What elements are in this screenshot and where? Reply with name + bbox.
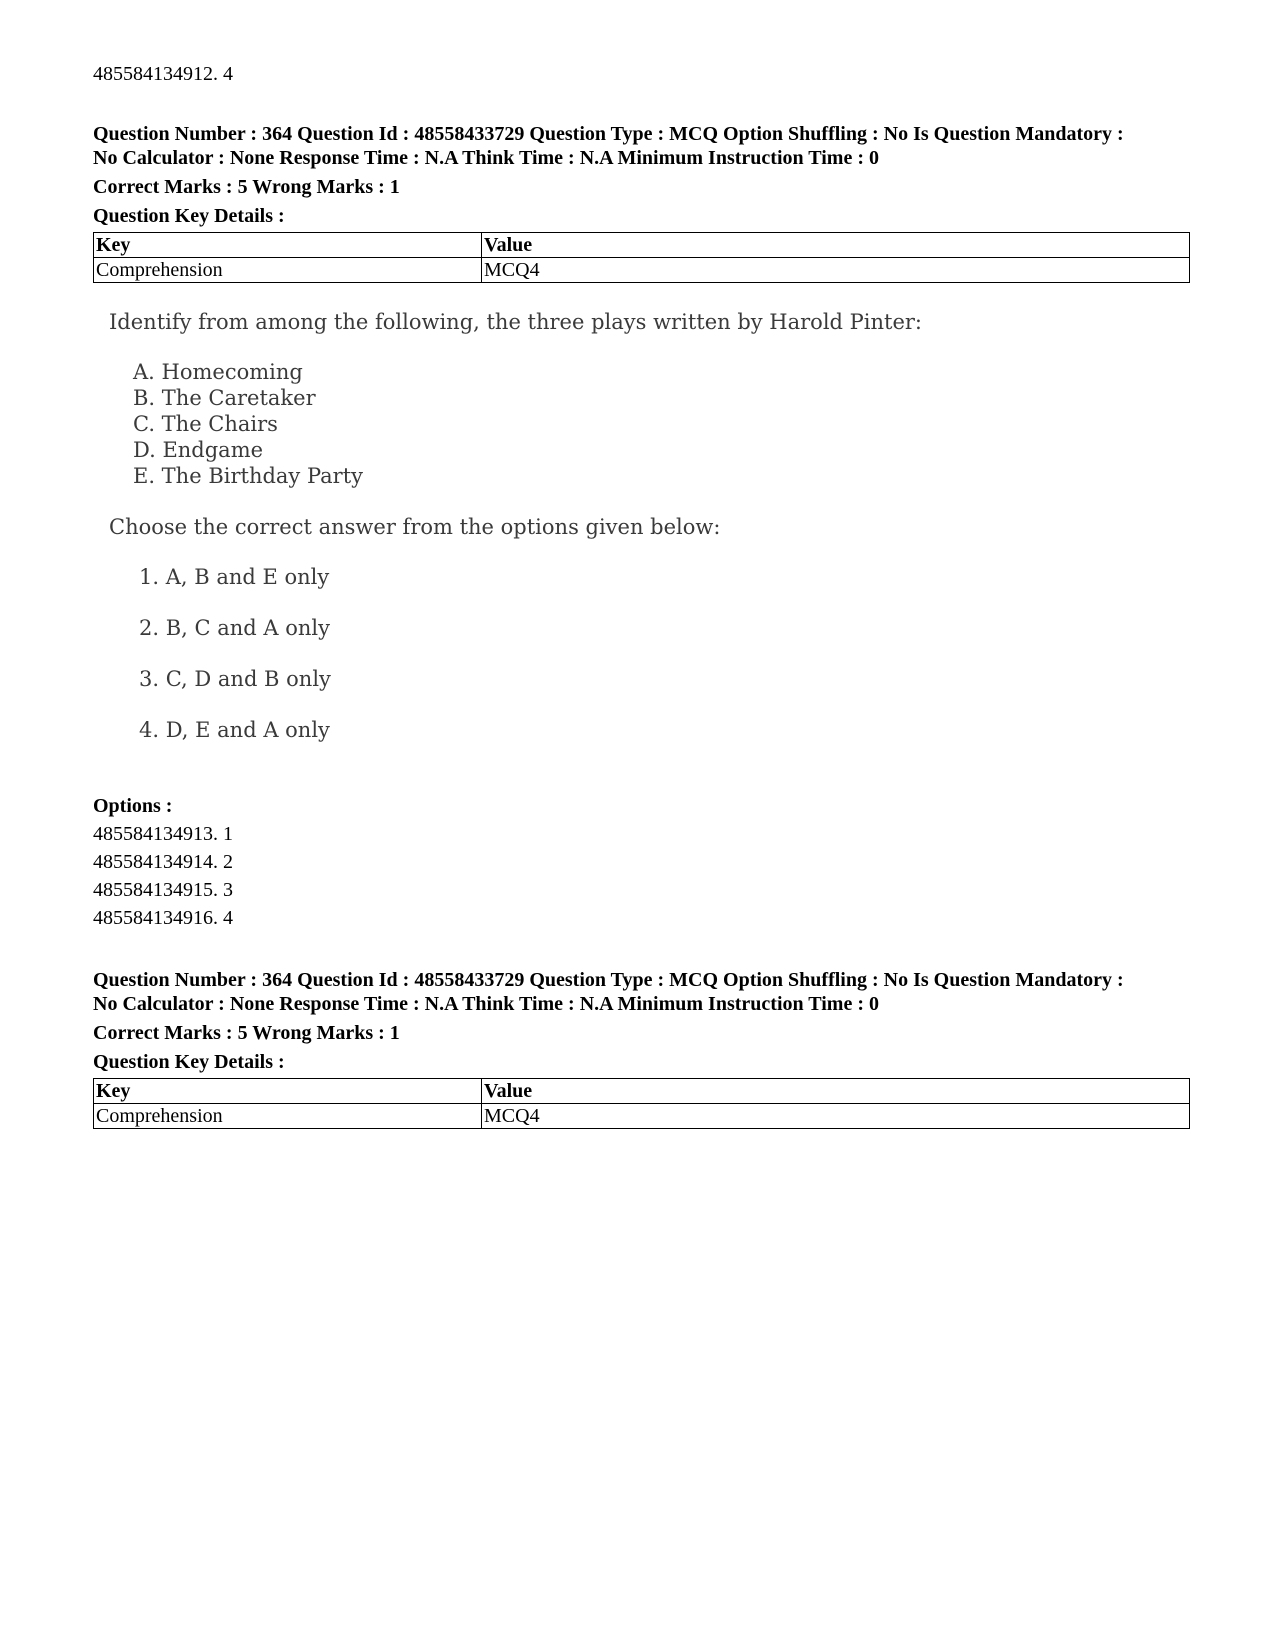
value-cell: MCQ4	[482, 258, 1190, 283]
key-cell: Comprehension	[94, 258, 482, 283]
question-stem: Identify from among the following, the three plays written by Harold Pinter:	[109, 310, 923, 334]
answer-item: 1. A, B and E only	[139, 565, 330, 589]
option-id: 485584134914. 2	[93, 851, 233, 873]
value-header-cell: Value	[482, 233, 1190, 258]
option-id: 485584134913. 1	[93, 823, 233, 845]
marks-line: Correct Marks : 5 Wrong Marks : 1	[93, 1022, 400, 1044]
value-header-cell: Value	[482, 1079, 1190, 1104]
table-row	[94, 258, 1190, 283]
question-block-1	[93, 122, 1190, 283]
choice-item: A. Homecoming	[133, 360, 303, 384]
choice-item: D. Endgame	[133, 438, 264, 462]
question-block-2	[93, 968, 1190, 1129]
question-header-line2: No Calculator : None Response Time : N.A Think Time : N.A Minimum Instruction Time : 0	[93, 993, 879, 1015]
key-details-table	[93, 232, 1190, 283]
previous-option-id: 485584134912. 4	[93, 63, 233, 85]
value-cell: MCQ4	[482, 1104, 1190, 1129]
question-image	[109, 310, 923, 770]
choice-item: C. The Chairs	[133, 412, 278, 436]
key-details-label: Question Key Details :	[93, 205, 285, 227]
key-details-label: Question Key Details :	[93, 1051, 285, 1073]
table-header-row	[94, 1079, 1190, 1104]
key-header-cell: Key	[94, 1079, 482, 1104]
option-id: 485584134915. 3	[93, 879, 233, 901]
question-header-line1: Question Number : 364 Question Id : 48558433729 Question Type : MCQ Option Shuffling : No Is Question Mandatory :	[93, 969, 1124, 991]
question-instruction: Choose the correct answer from the options given below:	[109, 515, 721, 539]
choice-item: B. The Caretaker	[133, 386, 316, 410]
key-header-cell: Key	[94, 233, 482, 258]
table-row	[94, 1104, 1190, 1129]
answer-item: 3. C, D and B only	[139, 667, 331, 691]
answer-item: 2. B, C and A only	[139, 616, 330, 640]
question-header-line2: No Calculator : None Response Time : N.A Think Time : N.A Minimum Instruction Time : 0	[93, 147, 879, 169]
key-cell: Comprehension	[94, 1104, 482, 1129]
option-id: 485584134916. 4	[93, 907, 233, 929]
options-label: Options :	[93, 795, 173, 817]
key-details-table	[93, 1078, 1190, 1129]
answer-item: 4. D, E and A only	[139, 718, 330, 742]
marks-line: Correct Marks : 5 Wrong Marks : 1	[93, 176, 400, 198]
table-header-row	[94, 233, 1190, 258]
choice-item: E. The Birthday Party	[133, 464, 364, 488]
question-header-line1: Question Number : 364 Question Id : 48558433729 Question Type : MCQ Option Shuffling : No Is Question Mandatory :	[93, 123, 1124, 145]
